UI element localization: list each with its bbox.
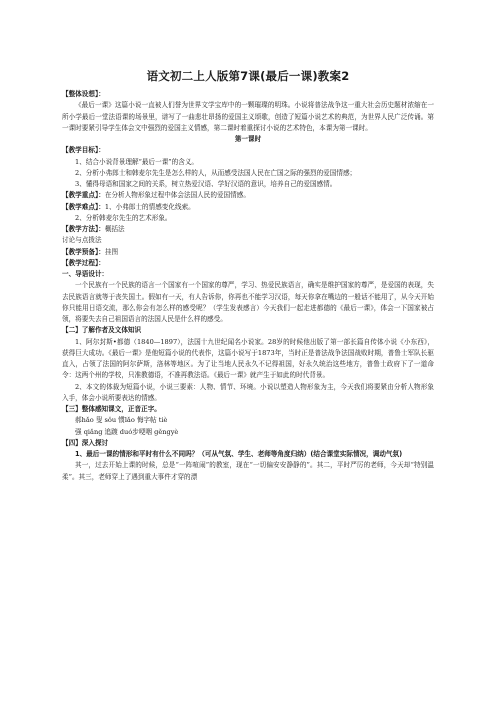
difficulty-label: 【教学难点】： <box>62 202 105 211</box>
key-point-text: 在分析人物形象过程中体会法国人民的爱国情感。 <box>104 191 250 200</box>
method-line <box>62 224 434 235</box>
method-label: 【教学方法】： <box>62 225 105 233</box>
part2-heading: 【二】了解作者及文体知识 <box>62 326 142 335</box>
question-1-answer: 其一，过去开始上课的时候，总是“一阵喧闹”的教室，现在“一切偏安安静静的”。其二，平时严厉的老师，今天却“特别温柔”。其三，老师穿上了遇到重大事件才穿的漂 <box>62 461 434 481</box>
pinyin-line-1: 郝hǎo 叟 sǒu 惯lǎo 悔字帖 tiè <box>75 416 168 425</box>
goal-item: 1、结合小说背景理解“最后一课”的含义。 <box>75 157 199 166</box>
design-paragraph: 《最后一课》这篇小说一直被人们誉为世界文学宝库中的一颗璀璨的明珠。小说将普法战争这一重大社会历史题材浓缩在一所小学最后一堂法语课的场景里，谱写了一曲悲壮昂扬的爱国主义颂歌，创造了短篇小说艺术的典范，为世界人民广泛传诵。第一课时要紧引导学生体会文中强烈的爱国主义情感，第二课时着重探讨小说的艺术特色，本课为第一课时。 <box>62 101 434 132</box>
part2-paragraph-1: 1、阿尔封斯•都德（1840—1897），法国十九世纪闻名小说家。28岁的时候他出版了第一部长篇自传体小说《小东西》，获得巨大成功。《最后一课》是他短篇小说的代表作，这篇小说写于1873年，当时正是普法战争法国战败时期，普鲁士军队长驱直入，占领了法国的阿尔萨斯，洛林等地区。为了让当地人民永久不记得祖国，好永久统治这些地方，普鲁士政府下了一道命令：这两个州的学校，只准教德语，不准再教法语。《最后一课》就产生于如此的时代背景。 <box>62 337 434 380</box>
document-page <box>62 68 434 483</box>
prep-label: 【教学预备】： <box>62 247 105 256</box>
process-heading: 【教学过程】： <box>62 258 105 267</box>
prep-line <box>62 247 434 258</box>
method-text-2: 讨论与点拨法 <box>62 236 102 245</box>
pinyin-line-2: 强 qiǎng 追踱 duó步哽咽 gěngyè <box>75 427 179 436</box>
part4-heading: 【四】深入探讨 <box>62 438 109 447</box>
goal-item: 3、懂得母语和国家之间的关系，树立热爱汉语、学好汉语的意识，培养自己的爱国感情。 <box>75 180 337 188</box>
difficulty-line <box>62 202 434 213</box>
prep-text: 挂图 <box>104 247 119 256</box>
key-point-line <box>62 190 434 201</box>
design-heading: 【整体设想】： <box>62 90 105 98</box>
question-1: 1、最后一课的情形和平时有什么不同吗？（可从气氛、学生、老师等角度归纳）(结合课堂实际情况，调动气氛) <box>75 450 403 458</box>
method-text: 概括法 <box>104 225 125 233</box>
goals-heading: 【教学目标】： <box>62 146 105 155</box>
document-title: 语文初二上人版第7课(最后一课)教案2 <box>146 69 350 83</box>
difficulty-item: 1、小弗郎士的情感变化线索。 <box>104 202 195 211</box>
key-point-label: 【教学重点】： <box>62 191 105 200</box>
part3-heading: 【三】整体感知课文，正音正字。 <box>62 405 161 413</box>
part1-heading: 一、导语设计： <box>62 270 109 278</box>
difficulty-item: 2、分析韩麦尔先生的艺术形象。 <box>75 213 172 222</box>
goal-item: 2、分析小弗郎士和韩麦尔先生是怎么样的人，从而感受法国人民在亡国之际的强烈的爱国情感； <box>75 168 357 177</box>
part1-paragraph: 一个民族有一个民族的语言一个国家有一个国家的尊严，学习、热爱民族语言，确实是维护国家的尊严，是爱国的表现，失去民族语言就等于丧失国土。假如有一天，有人告诉你，你再也不能学习汉语，每天你拿在嘴边的一般话不能用了，从今天开始你只能用日语交流，那么你会有怎么样的感受呢？（学生发表感言）今天我们一起走进都德的《最后一课》，体会一下国家被占领，将要失去自己祖国语言的法国人民是什么样的感受。 <box>62 281 434 323</box>
part2-paragraph-2: 2、本文的体裁为短篇小说，小说三要素：人物、情节、环境。小说以塑造人物形象为主，今天我们将要紧由分析人物形象入手，体会小说所要表达的情感。 <box>62 382 434 402</box>
lesson-label: 第一课时 <box>234 135 262 143</box>
